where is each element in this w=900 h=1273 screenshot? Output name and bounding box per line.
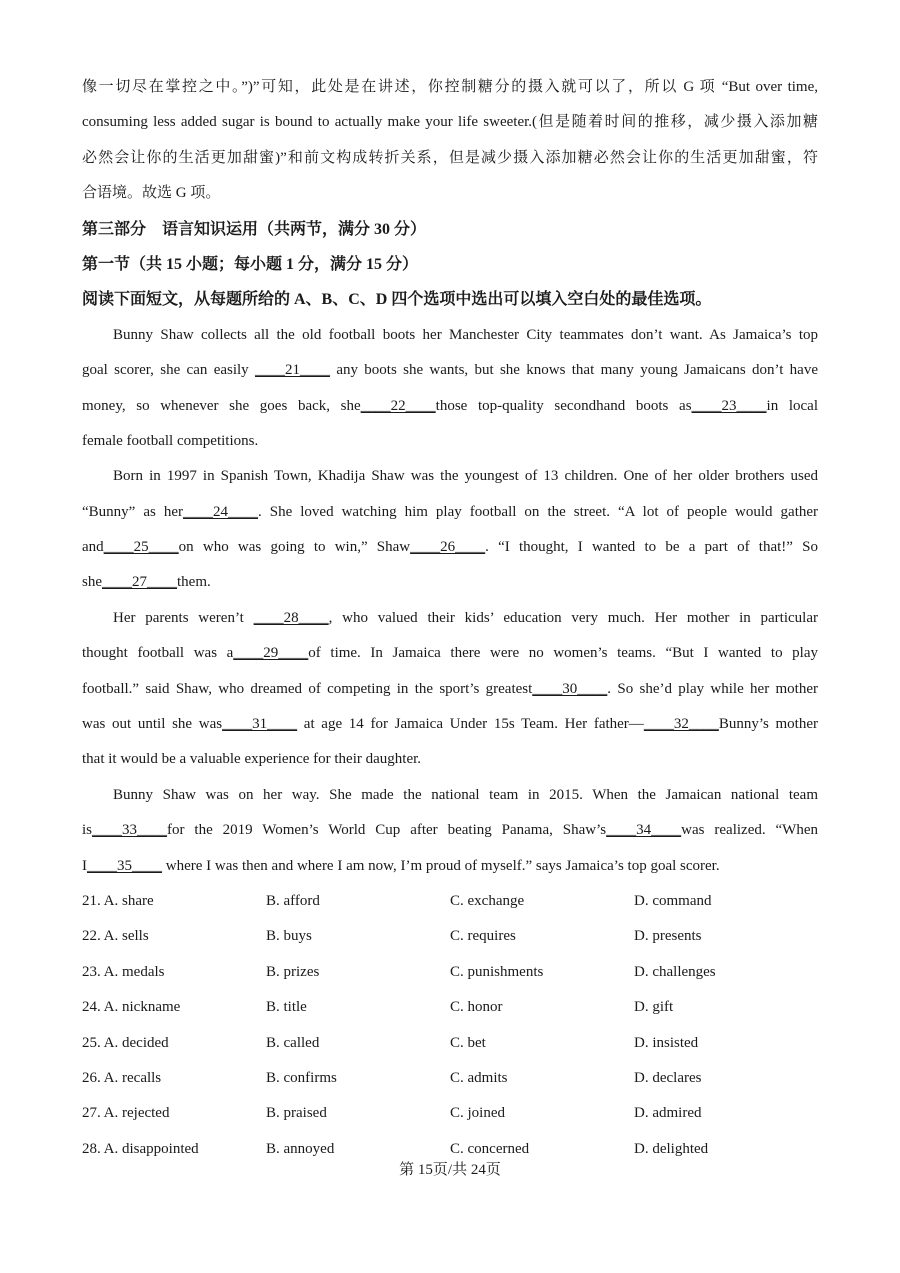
part-heading: 第三部分 语言知识运用（共两节，满分 30 分） [82,220,427,238]
option-c: C. concerned [450,1140,530,1157]
text-run: on who was going to win,” Shaw [178,539,411,556]
text-run: money, so whenever she goes back, she [82,397,361,414]
text-run: for the 2019 Women’s World Cup after beating Panama, Shaw’s [167,822,607,839]
blank-33: ____33____ [92,822,168,839]
text-run: . So she’d play while her mother [607,680,818,697]
question-row [82,1061,818,1096]
blank-27: ____27____ [102,574,177,591]
option-b: B. confirms [266,1069,337,1086]
option-a: 21. A. share [82,892,154,909]
text-run: is [82,822,93,839]
question-row [82,990,818,1025]
option-b: B. annoyed [266,1140,335,1157]
option-a: 23. A. medals [82,963,165,980]
blank-22: ____22____ [360,397,436,414]
passage-line [82,672,818,707]
blank-30: ____30____ [532,680,608,697]
option-a: 24. A. nickname [82,999,181,1016]
text-run: was out until she was [82,716,223,733]
passage-line [82,389,818,424]
passage-line: Bunny Shaw was on her way. She made the national team in 2015. When the Jamaican national team [113,786,818,803]
passage-line: Born in 1997 in Spanish Town, Khadija Shaw was the youngest of 13 children. One of her older brothers used [113,468,818,485]
passage-line [82,813,818,848]
question-row [82,1096,818,1131]
intro-line: 合语境。故选 G 项。 [82,185,221,202]
blank-24: ____24____ [183,503,258,520]
passage-line: that it would be a valuable experience for their daughter. [82,751,422,768]
passage-line [82,495,818,530]
option-d: D. gift [634,999,674,1016]
option-a: 26. A. recalls [82,1069,162,1086]
text-run: in local [766,397,818,414]
option-a: 25. A. decided [82,1034,169,1051]
option-c: C. bet [450,1034,486,1051]
option-d: D. command [634,892,712,909]
intro-line: consuming less added sugar is bound to actually make your life sweeter.(但是随着时间的推移，减少摄入添加糖 [82,114,818,131]
question-row [82,884,818,919]
passage-line [82,849,818,884]
blank-21: ____21____ [255,362,330,379]
passage-line [82,707,818,742]
text-run: and [82,539,104,556]
option-d: D. declares [634,1069,702,1086]
option-c: C. honor [450,999,503,1016]
option-c: C. admits [450,1069,508,1086]
option-a: 22. A. sells [82,928,149,945]
option-d: D. delighted [634,1140,709,1157]
question-row [82,955,818,990]
blank-34: ____34____ [606,822,682,839]
exam-page [82,70,818,1167]
option-b: B. title [266,999,307,1016]
text-run: those top-quality secondhand boots as [435,397,692,414]
text-run: where I was then and where I am now, I’m proud of myself.” says Jamaica’s top goal scorer. [162,857,720,874]
intro-line: 必然会让你的生活更加甜蜜)”和前文构成转折关系，但是减少摄入添加糖必然会让你的生活更加甜蜜，符 [82,149,818,166]
blank-25: ____25____ [103,539,179,556]
option-b: B. called [266,1034,320,1051]
intro-line: 像一切尽在掌控之中。”)”可知，此处是在讲述，你控制糖分的摄入就可以了，所以 G 项 “But over time, [82,79,818,95]
passage-line: Bunny Shaw collects all the old football boots her Manchester City teammates don’t want. As Jamaica’s top [113,326,818,343]
text-run: Bunny’s mother [718,716,819,733]
text-run: . “I thought, I wanted to be a part of that!” So [485,539,818,556]
blank-23: ____23____ [691,397,767,414]
text-run: at age 14 for Jamaica Under 15s Team. Her father— [297,716,644,733]
blank-31: ____31____ [222,716,298,733]
passage-line: female football competitions. [82,432,259,449]
blank-32: ____32____ [643,716,719,733]
text-run: . She loved watching him play football on the street. “A lot of people would gather [258,503,819,520]
blank-35: ____35____ [87,857,162,874]
option-a: 28. A. disappointed [82,1140,199,1157]
text-run: football.” said Shaw, who dreamed of competing in the sport’s greatest [82,680,533,697]
text-run: she [82,574,102,591]
text-run: of time. In Jamaica there were no women’s teams. “But I wanted to play [308,645,819,662]
passage-line [82,353,818,388]
option-c: C. exchange [450,892,525,909]
question-row [82,919,818,954]
option-b: B. buys [266,928,312,945]
option-c: C. punishments [450,963,544,980]
text-run: any boots she wants, but she knows that many young Jamaicans don’t have [330,362,818,379]
option-d: D. presents [634,928,702,945]
option-d: D. challenges [634,963,716,980]
text-run: Her parents weren’t [113,609,254,626]
option-a: 27. A. rejected [82,1105,170,1122]
option-c: C. joined [450,1105,505,1122]
passage-line [82,636,818,671]
passage-line [82,601,818,636]
option-d: D. admired [634,1105,702,1122]
blank-29: ____29____ [233,645,309,662]
passage-line [82,565,818,600]
option-d: D. insisted [634,1034,699,1051]
blank-28: ____28____ [253,609,329,626]
option-c: C. requires [450,928,516,945]
text-run: thought football was a [82,645,234,662]
option-b: B. praised [266,1105,327,1122]
blank-26: ____26____ [410,539,486,556]
section-heading: 第一节（共 15 小题；每小题 1 分，满分 15 分） [82,255,419,273]
text-run: , who valued their kids’ education very much. Her mother in particular [328,609,818,626]
text-run: them. [177,574,211,591]
text-run: goal scorer, she can easily [82,362,255,379]
page-number: 第 15页/共 24页 [399,1162,501,1178]
text-run: “Bunny” as her [82,503,183,520]
question-row [82,1026,818,1061]
option-b: B. prizes [266,963,320,980]
option-b: B. afford [266,892,320,909]
passage-line [82,530,818,565]
text-run: was realized. “When [681,822,818,839]
text-run: I [82,857,87,874]
instruction: 阅读下面短文，从每题所给的 A、B、C、D 四个选项中选出可以填入空白处的最佳选项。 [82,291,712,309]
